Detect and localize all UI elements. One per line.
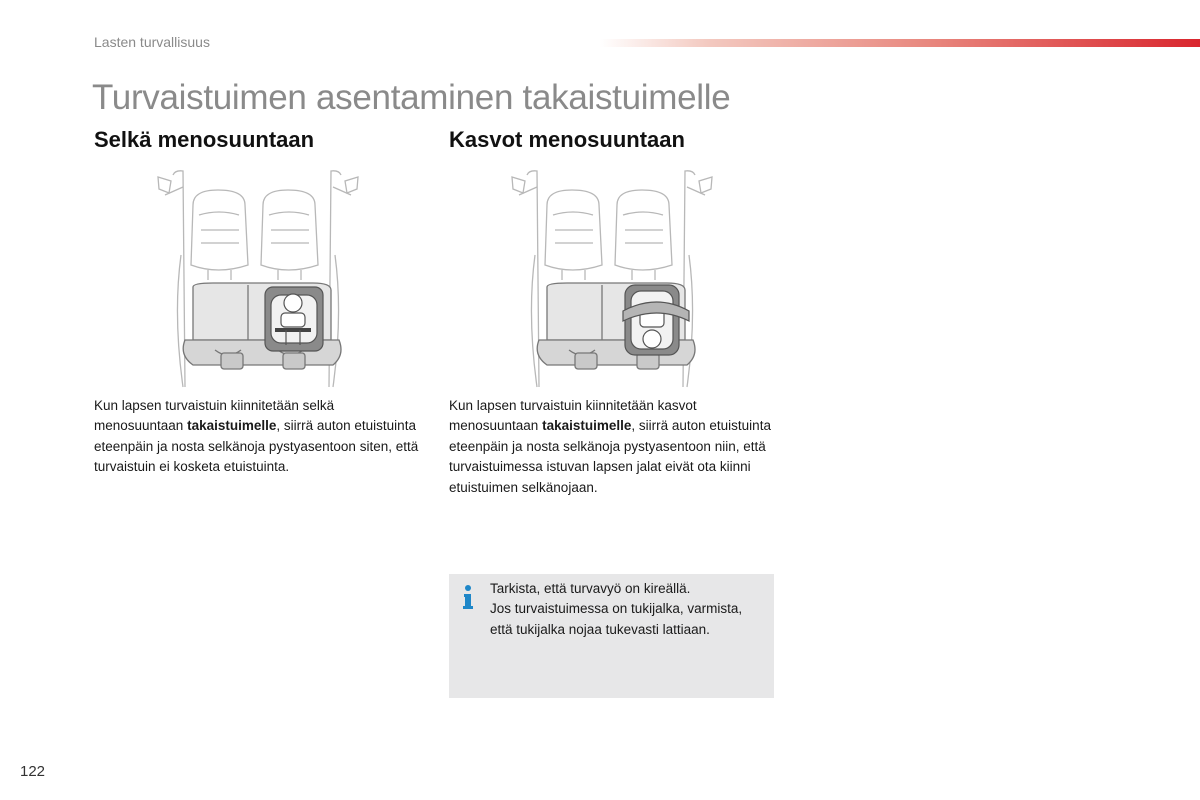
rear-facing-heading: Selkä menosuuntaan	[94, 127, 315, 152]
rear-facing-text-bold: takaistuimelle	[187, 418, 277, 434]
info-note-line-1: Tarkista, että turvavyö on kireällä.	[490, 581, 691, 596]
info-note-line-2: Jos turvaistuimessa on tukijalka, varmista, että tukijalka nojaa tukevasti lattiaan.	[490, 601, 743, 637]
info-note-text	[490, 579, 760, 640]
page-number: 122	[20, 763, 46, 780]
page-title: Turvaistuimen asentaminen takaistuimelle	[92, 78, 731, 117]
header-accent-bar	[600, 39, 1200, 47]
forward-facing-seat-illustration	[507, 165, 717, 390]
rear-facing-instructions	[94, 396, 424, 478]
forward-facing-text-end: , siirrä auton etuistuinta eteenpäin ja nosta selkänoja pystyasentoon niin, että turvaistuimessa istuvan lapsen jalat eivät ota kiinni etuistuimen selkänojaan.	[449, 418, 771, 495]
forward-facing-text-bold: takaistuimelle	[542, 418, 632, 434]
forward-facing-heading: Kasvot menosuuntaan	[449, 127, 685, 152]
info-note-box	[449, 574, 774, 698]
rear-facing-text-start: Kun lapsen turvaistuin kiinnitetään selkä menosuuntaan	[94, 398, 335, 434]
section-label: Lasten turvallisuus	[94, 34, 210, 50]
forward-facing-instructions	[449, 396, 779, 498]
info-icon	[460, 584, 476, 610]
rear-facing-seat-illustration	[153, 165, 363, 390]
forward-facing-text-start: Kun lapsen turvaistuin kiinnitetään kasvot menosuuntaan	[449, 398, 697, 434]
rear-facing-text-end: , siirrä auton etuistuinta eteenpäin ja nosta selkänoja pystyasentoon siten, että turvaistuin ei kosketa etuistuinta.	[94, 418, 419, 475]
